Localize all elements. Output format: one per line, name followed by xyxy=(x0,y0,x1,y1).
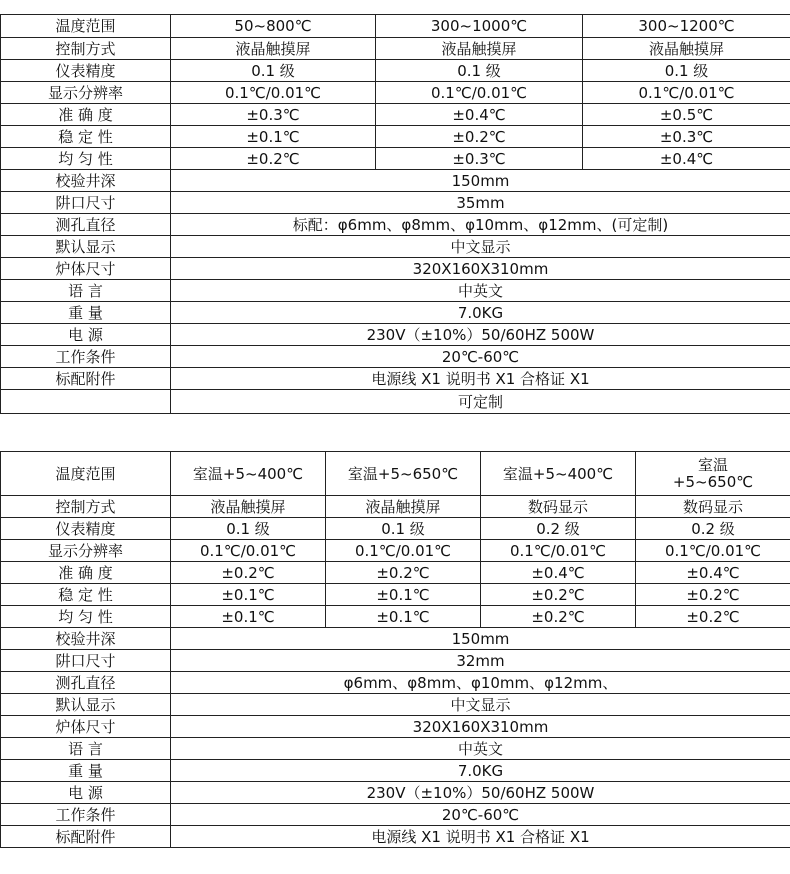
merged-cell: 230V（±10%）50/60HZ 500W xyxy=(171,324,790,346)
row-label: 控制方式 xyxy=(1,496,171,518)
table-row xyxy=(1,126,790,148)
table-row xyxy=(1,38,790,60)
table-row xyxy=(1,540,790,562)
table-cell: ±0.4℃ xyxy=(481,562,636,584)
row-label: 语 言 xyxy=(1,280,171,302)
table-cell: 0.1℃/0.01℃ xyxy=(326,540,481,562)
table-row xyxy=(1,584,790,606)
row-label: 稳 定 性 xyxy=(1,126,171,148)
table-row xyxy=(1,258,790,280)
row-label: 校验井深 xyxy=(1,628,171,650)
row-label: 工作条件 xyxy=(1,804,171,826)
merged-cell: 35mm xyxy=(171,192,790,214)
row-label-empty xyxy=(1,390,171,414)
table-row xyxy=(1,170,790,192)
row-label: 语 言 xyxy=(1,738,171,760)
row-label: 仪表精度 xyxy=(1,60,171,82)
row-label: 均 匀 性 xyxy=(1,148,171,170)
table-row xyxy=(1,104,790,126)
row-label: 控制方式 xyxy=(1,38,171,60)
table-cell: ±0.1℃ xyxy=(171,584,326,606)
merged-cell: 32mm xyxy=(171,650,790,672)
table-cell: 0.2 级 xyxy=(636,518,790,540)
merged-cell: 320X160X310mm xyxy=(171,258,790,280)
footer-cell: 可定制 xyxy=(171,390,790,414)
row-label: 温度范围 xyxy=(1,15,171,38)
table-row xyxy=(1,302,790,324)
table-row xyxy=(1,650,790,672)
row-label: 重 量 xyxy=(1,302,171,324)
header-cell: 室温+5~400℃ xyxy=(481,452,636,496)
row-label: 重 量 xyxy=(1,760,171,782)
table-cell: ±0.1℃ xyxy=(326,584,481,606)
table-cell: ±0.2℃ xyxy=(636,584,790,606)
merged-cell: 150mm xyxy=(171,628,790,650)
row-label: 测孔直径 xyxy=(1,214,171,236)
table-cell: ±0.2℃ xyxy=(171,148,376,170)
merged-cell: 中文显示 xyxy=(171,236,790,258)
table-row xyxy=(1,782,790,804)
table-row xyxy=(1,60,790,82)
table-row xyxy=(1,346,790,368)
table-cell: ±0.4℃ xyxy=(636,562,790,584)
merged-cell: 电源线 X1 说明书 X1 合格证 X1 xyxy=(171,368,790,390)
merged-cell: 320X160X310mm xyxy=(171,716,790,738)
table-row xyxy=(1,760,790,782)
merged-cell: 电源线 X1 说明书 X1 合格证 X1 xyxy=(171,826,790,848)
row-label: 均 匀 性 xyxy=(1,606,171,628)
table-row xyxy=(1,368,790,390)
table-row xyxy=(1,452,790,496)
row-label: 显示分辨率 xyxy=(1,82,171,104)
table-cell: ±0.1℃ xyxy=(326,606,481,628)
row-label: 显示分辨率 xyxy=(1,540,171,562)
table-cell: 液晶触摸屏 xyxy=(376,38,583,60)
header-cell: 室温+5~650℃ xyxy=(326,452,481,496)
table-cell: 0.1 级 xyxy=(583,60,790,82)
table-row xyxy=(1,15,790,38)
table-row xyxy=(1,606,790,628)
spec-table-1 xyxy=(0,14,790,414)
table-cell: 0.1℃/0.01℃ xyxy=(636,540,790,562)
row-label: 默认显示 xyxy=(1,694,171,716)
merged-cell: 7.0KG xyxy=(171,760,790,782)
merged-cell: 230V（±10%）50/60HZ 500W xyxy=(171,782,790,804)
table-row xyxy=(1,672,790,694)
table-cell: 0.2 级 xyxy=(481,518,636,540)
header-cell: 300~1200℃ xyxy=(583,15,790,38)
row-label: 阱口尺寸 xyxy=(1,192,171,214)
merged-cell: 7.0KG xyxy=(171,302,790,324)
table-cell: 液晶触摸屏 xyxy=(583,38,790,60)
table-cell: ±0.4℃ xyxy=(583,148,790,170)
table-cell: ±0.3℃ xyxy=(376,148,583,170)
table-cell: ±0.1℃ xyxy=(171,126,376,148)
row-label: 炉体尺寸 xyxy=(1,716,171,738)
merged-cell: 中英文 xyxy=(171,280,790,302)
row-label: 稳 定 性 xyxy=(1,584,171,606)
table-cell: 数码显示 xyxy=(636,496,790,518)
table-row xyxy=(1,280,790,302)
table-cell: 0.1 级 xyxy=(171,518,326,540)
table-cell: 液晶触摸屏 xyxy=(326,496,481,518)
merged-cell: φ6mm、φ8mm、φ10mm、φ12mm、 xyxy=(171,672,790,694)
merged-cell: 标配：φ6mm、φ8mm、φ10mm、φ12mm、(可定制) xyxy=(171,214,790,236)
table-row xyxy=(1,562,790,584)
row-label: 阱口尺寸 xyxy=(1,650,171,672)
table-row xyxy=(1,628,790,650)
table-cell: 0.1℃/0.01℃ xyxy=(171,82,376,104)
table-cell: ±0.1℃ xyxy=(171,606,326,628)
table-cell: 0.1℃/0.01℃ xyxy=(171,540,326,562)
table-cell: ±0.4℃ xyxy=(376,104,583,126)
merged-cell: 20℃-60℃ xyxy=(171,804,790,826)
table-cell: ±0.3℃ xyxy=(171,104,376,126)
table-cell: ±0.3℃ xyxy=(583,126,790,148)
table-row xyxy=(1,826,790,848)
row-label: 电 源 xyxy=(1,324,171,346)
table-cell: 数码显示 xyxy=(481,496,636,518)
row-label: 电 源 xyxy=(1,782,171,804)
table-row xyxy=(1,192,790,214)
header-cell: 300~1000℃ xyxy=(376,15,583,38)
table-cell: ±0.5℃ xyxy=(583,104,790,126)
table-cell: ±0.2℃ xyxy=(636,606,790,628)
table-row xyxy=(1,716,790,738)
table-cell: 0.1 级 xyxy=(171,60,376,82)
merged-cell: 20℃-60℃ xyxy=(171,346,790,368)
table-row xyxy=(1,324,790,346)
table-cell: 0.1℃/0.01℃ xyxy=(376,82,583,104)
table-cell: ±0.2℃ xyxy=(376,126,583,148)
table-row xyxy=(1,390,790,414)
header-cell: 室温+5~400℃ xyxy=(171,452,326,496)
spec-table-2 xyxy=(0,451,790,848)
table-row xyxy=(1,738,790,760)
row-label: 默认显示 xyxy=(1,236,171,258)
merged-cell: 中文显示 xyxy=(171,694,790,716)
table-row xyxy=(1,804,790,826)
table-row xyxy=(1,214,790,236)
table-row xyxy=(1,82,790,104)
row-label: 准 确 度 xyxy=(1,562,171,584)
header-cell: 50~800℃ xyxy=(171,15,376,38)
row-label: 测孔直径 xyxy=(1,672,171,694)
row-label: 工作条件 xyxy=(1,346,171,368)
merged-cell: 中英文 xyxy=(171,738,790,760)
table-row xyxy=(1,518,790,540)
merged-cell: 150mm xyxy=(171,170,790,192)
row-label: 准 确 度 xyxy=(1,104,171,126)
table-cell: 0.1 级 xyxy=(326,518,481,540)
header-cell: 室温 +5~650℃ xyxy=(636,452,790,496)
row-label: 校验井深 xyxy=(1,170,171,192)
table-row xyxy=(1,148,790,170)
row-label: 仪表精度 xyxy=(1,518,171,540)
row-label: 标配附件 xyxy=(1,826,171,848)
table-cell: 0.1℃/0.01℃ xyxy=(481,540,636,562)
row-label: 炉体尺寸 xyxy=(1,258,171,280)
table-cell: ±0.2℃ xyxy=(481,606,636,628)
table-row xyxy=(1,496,790,518)
table-cell: 0.1 级 xyxy=(376,60,583,82)
table-cell: 液晶触摸屏 xyxy=(171,496,326,518)
table-row xyxy=(1,236,790,258)
table-cell: ±0.2℃ xyxy=(171,562,326,584)
table-cell: ±0.2℃ xyxy=(326,562,481,584)
row-label: 标配附件 xyxy=(1,368,171,390)
row-label: 温度范围 xyxy=(1,452,171,496)
table-row xyxy=(1,694,790,716)
table-cell: 0.1℃/0.01℃ xyxy=(583,82,790,104)
table-cell: ±0.2℃ xyxy=(481,584,636,606)
table-cell: 液晶触摸屏 xyxy=(171,38,376,60)
